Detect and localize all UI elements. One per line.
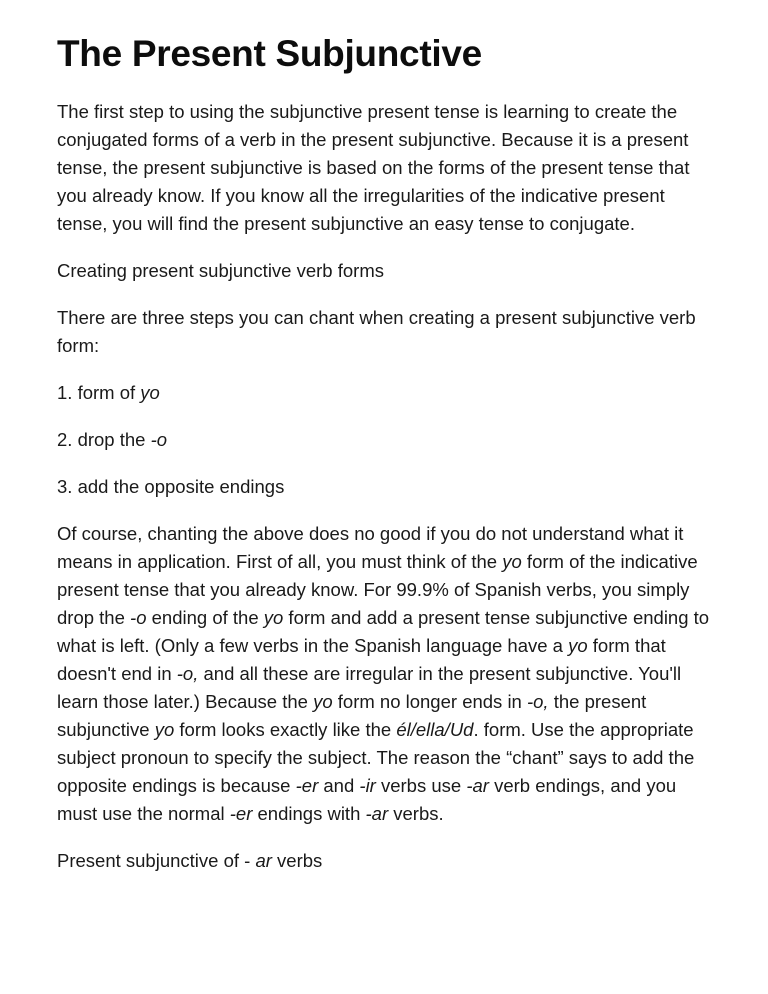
- explanation-text: verbs use: [375, 775, 467, 796]
- final-heading-text: Present subjunctive of -: [57, 850, 256, 871]
- explanation-text: form of the indicative present tense that you already know. For 99.9% of Spanish verbs, you simply drop the: [57, 551, 698, 628]
- explanation-italic: -ar: [466, 775, 489, 796]
- explanation-paragraph: [57, 520, 712, 828]
- explanation-italic: -ir: [359, 775, 376, 796]
- final-heading-suffix: verbs: [271, 850, 323, 871]
- explanation-text: verbs.: [388, 803, 444, 824]
- explanation-text: . form. Use the appropriate subject pronoun to specify the subject. The reason the “chant” says to add the opposite endings is because: [57, 719, 695, 796]
- explanation-italic: -er: [229, 803, 253, 824]
- explanation-text: the present subjunctive: [57, 691, 647, 740]
- explanation-italic: -er: [295, 775, 319, 796]
- explanation-text: endings with: [252, 803, 366, 824]
- step-1: [57, 379, 712, 407]
- step-1-text: 1. form of: [57, 382, 141, 403]
- explanation-text: form and add a present tense subjunctive ending to what is left. (Only a few verbs in the Spanish language have a: [57, 607, 710, 656]
- explanation-italic: él/ella/Ud: [396, 719, 474, 740]
- explanation-text: form no longer ends in: [332, 691, 527, 712]
- explanation-text: ending of the: [146, 607, 264, 628]
- explanation-italic: yo: [568, 635, 588, 656]
- step-2-text: 2. drop the: [57, 429, 151, 450]
- step-3: 3. add the opposite endings: [57, 476, 285, 497]
- explanation-text: and: [318, 775, 360, 796]
- explanation-italic: yo: [313, 691, 333, 712]
- explanation-text: form that doesn't end in: [57, 635, 666, 684]
- step-2: [57, 426, 712, 454]
- explanation-text: verb endings, and you must use the normal: [57, 775, 677, 824]
- explanation-text: and all these are irregular in the present subjunctive. You'll learn those later.) Because the: [57, 663, 682, 712]
- explanation-italic: yo: [502, 551, 522, 572]
- final-heading: [57, 847, 712, 875]
- explanation-italic: -o,: [526, 691, 549, 712]
- page-title: The Present Subjunctive: [57, 33, 482, 74]
- explanation-italic: -o,: [176, 663, 199, 684]
- step-2-italic: -o: [150, 429, 168, 450]
- final-heading-italic: ar: [255, 850, 272, 871]
- explanation-text: form looks exactly like the: [174, 719, 397, 740]
- explanation-italic: -ar: [365, 803, 389, 824]
- section-heading: Creating present subjunctive verb forms: [57, 260, 384, 281]
- steps-intro-paragraph: There are three steps you can chant when creating a present subjunctive verb form:: [57, 307, 696, 356]
- explanation-italic: yo: [154, 719, 175, 740]
- step-1-italic: yo: [140, 382, 160, 403]
- explanation-text: Of course, chanting the above does no good if you do not understand what it means in application. First of all, you must think of the: [57, 523, 684, 572]
- explanation-italic: -o: [130, 607, 147, 628]
- intro-paragraph: The first step to using the subjunctive present tense is learning to create the conjugated forms of a verb in the present subjunctive. Because it is a present tense, the present subjunctive is based on the forms of the present tense that you already know. If you know all the irregularities of the indicative present tense, you will find the present subjunctive an easy tense to conjugate.: [57, 101, 690, 234]
- explanation-italic: yo: [263, 607, 284, 628]
